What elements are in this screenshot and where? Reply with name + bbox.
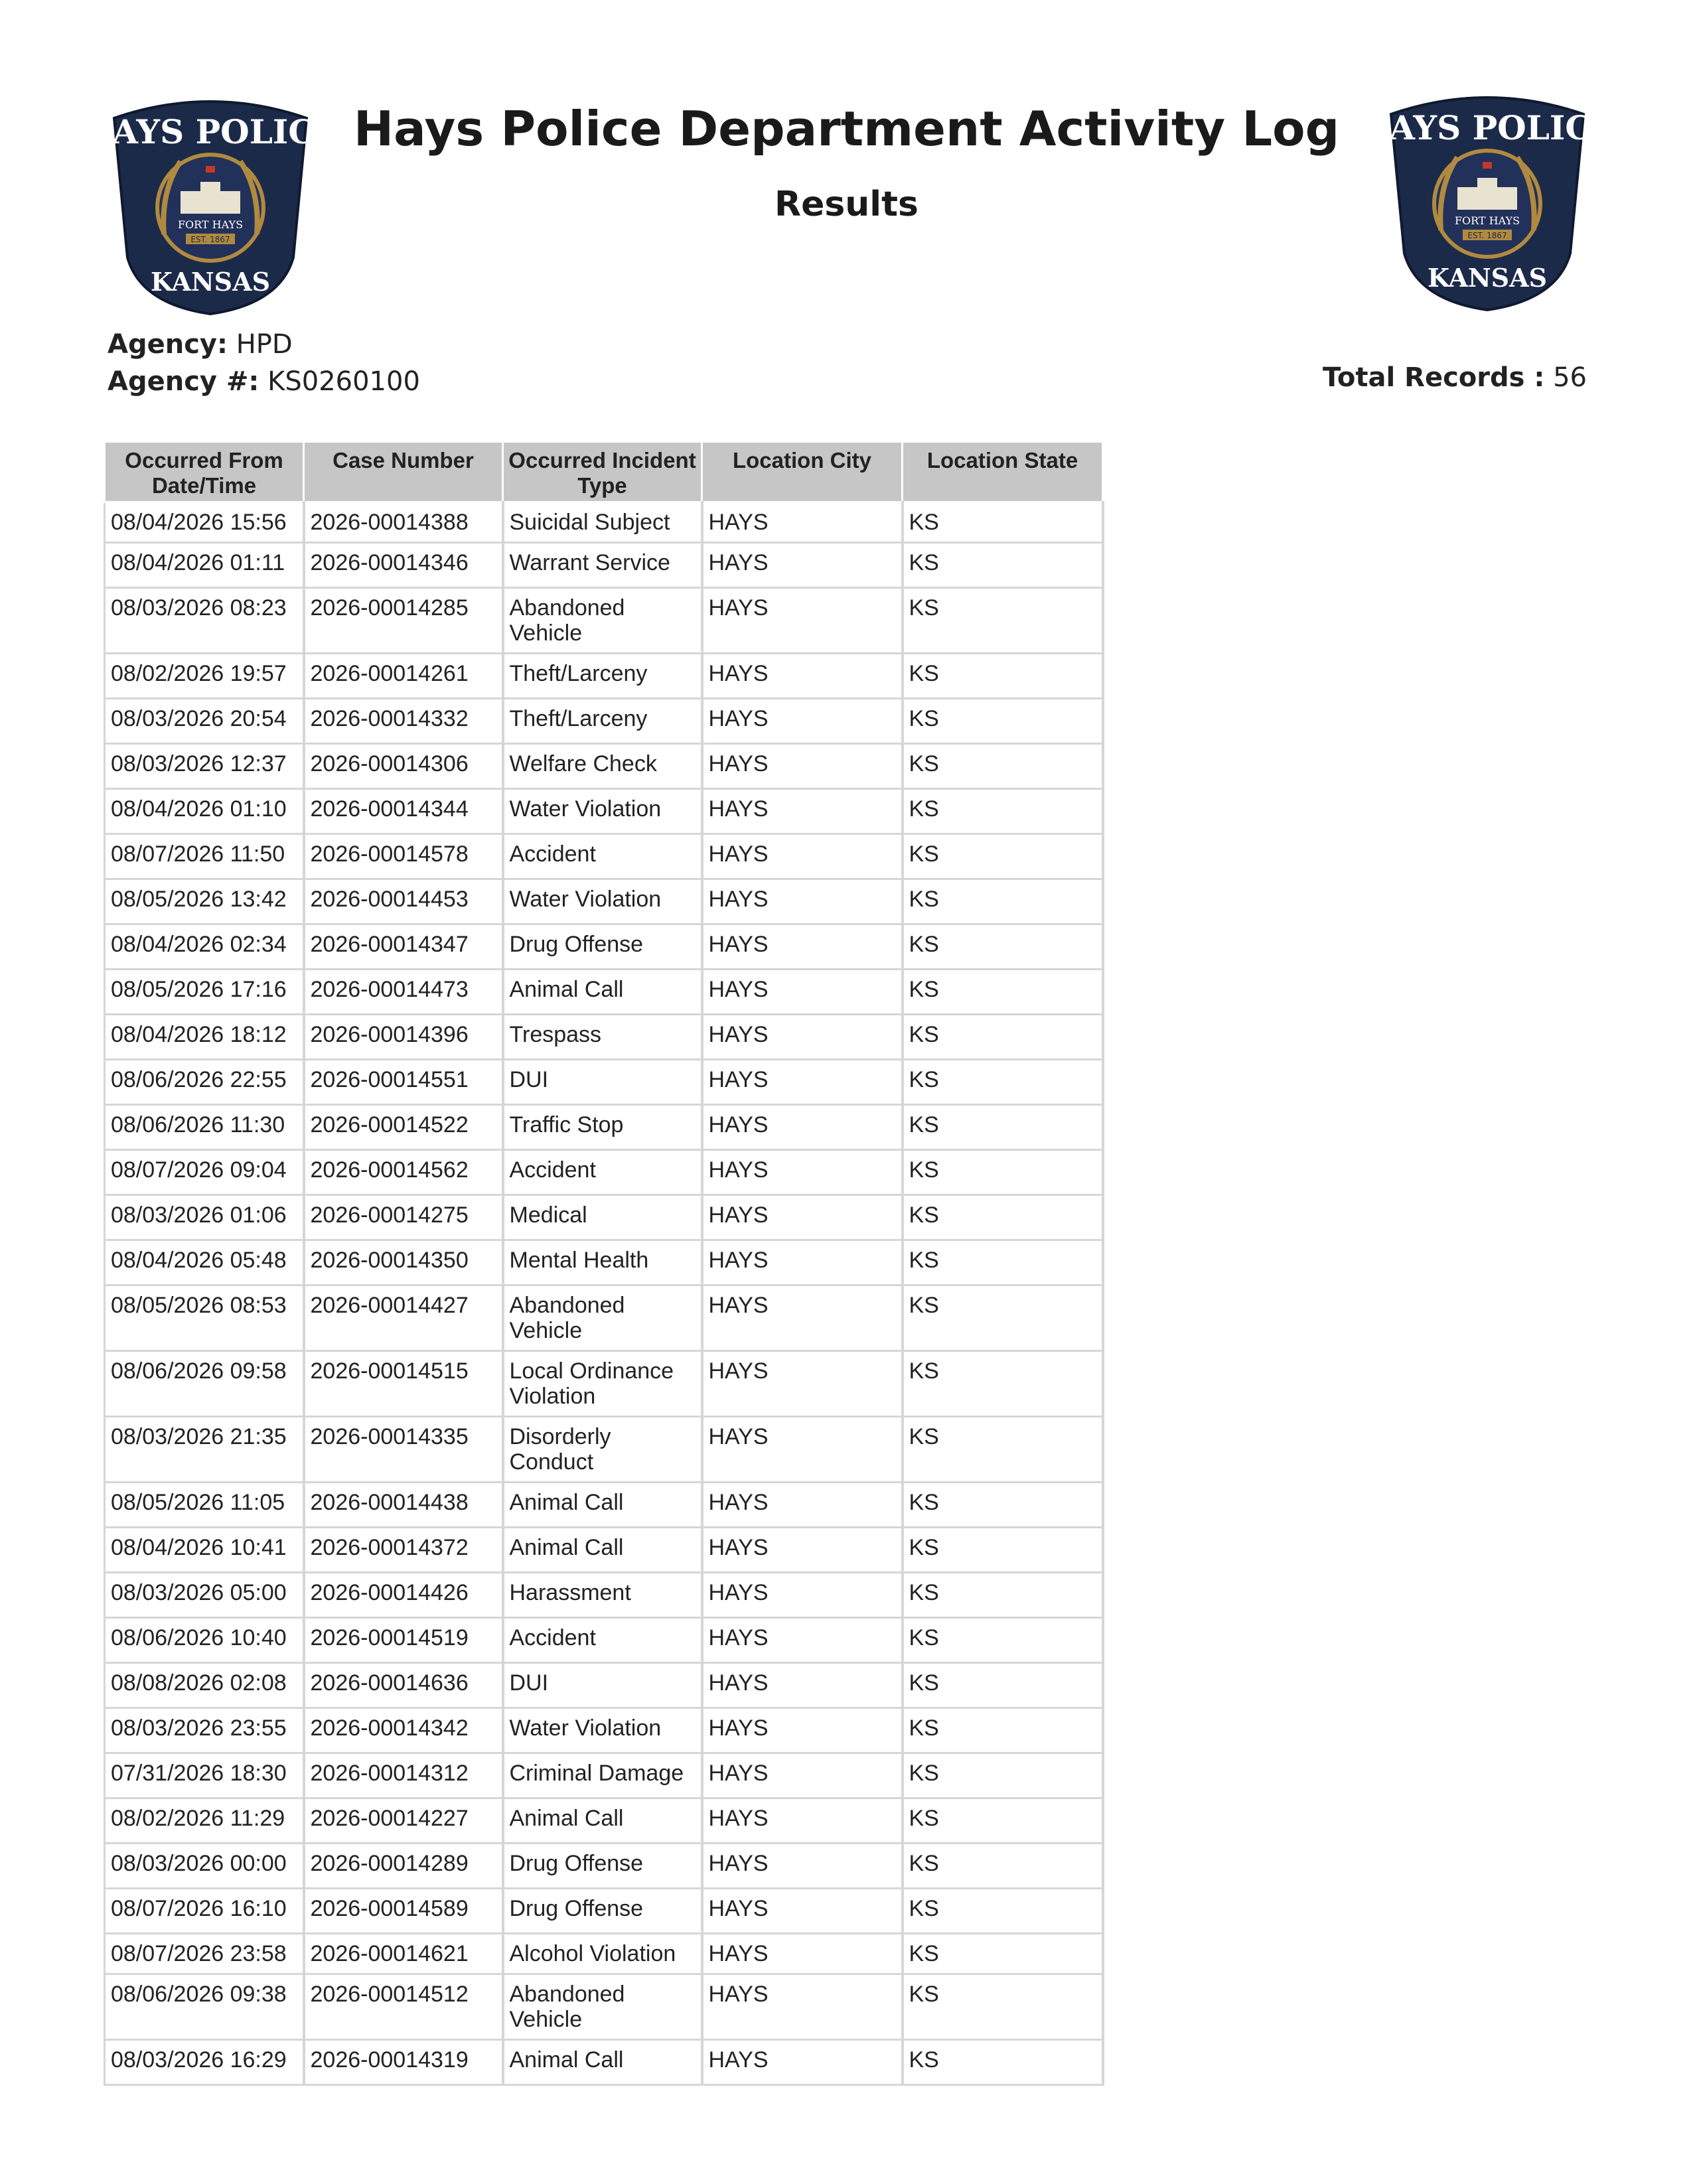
cell-city: HAYS <box>702 1618 903 1663</box>
table-row <box>105 970 1103 1015</box>
cell-incident-type: Animal Call <box>503 1483 702 1528</box>
cell-case-number: 2026-00014426 <box>304 1573 503 1618</box>
cell-case-number: 2026-00014396 <box>304 1015 503 1060</box>
cell-city: HAYS <box>702 1483 903 1528</box>
cell-state: KS <box>903 1105 1103 1150</box>
cell-city: HAYS <box>702 1753 903 1798</box>
cell-case-number: 2026-00014621 <box>304 1934 503 1974</box>
cell-city: HAYS <box>702 744 903 789</box>
cell-incident-type: Drug Offense <box>503 1889 702 1934</box>
cell-city: HAYS <box>702 1150 903 1195</box>
page-subtitle: Results <box>774 184 919 224</box>
cell-state: KS <box>903 924 1103 970</box>
cell-incident-type: Harassment <box>503 1573 702 1618</box>
table-row <box>105 1105 1103 1150</box>
cell-date: 08/04/2026 01:11 <box>105 543 304 588</box>
cell-state: KS <box>903 1060 1103 1105</box>
cell-case-number: 2026-00014453 <box>304 879 503 924</box>
cell-state: KS <box>903 879 1103 924</box>
table-row <box>105 1240 1103 1285</box>
cell-city: HAYS <box>702 1798 903 1844</box>
agency-number <box>108 366 420 397</box>
cell-date: 08/04/2026 02:34 <box>105 924 304 970</box>
column-header-type: Occurred Incident Type <box>503 442 702 502</box>
cell-state: KS <box>903 1351 1103 1417</box>
cell-state: KS <box>903 1844 1103 1889</box>
cell-incident-type: Suicidal Subject <box>503 502 702 543</box>
table-row <box>105 744 1103 789</box>
cell-date: 08/08/2026 02:08 <box>105 1663 304 1708</box>
cell-date: 08/06/2026 10:40 <box>105 1618 304 1663</box>
cell-case-number: 2026-00014335 <box>304 1417 503 1483</box>
cell-case-number: 2026-00014312 <box>304 1753 503 1798</box>
table-row <box>105 1974 1103 2040</box>
cell-city: HAYS <box>702 834 903 879</box>
table-row <box>105 789 1103 834</box>
cell-case-number: 2026-00014519 <box>304 1618 503 1663</box>
cell-date: 08/07/2026 09:04 <box>105 1150 304 1195</box>
cell-state: KS <box>903 1240 1103 1285</box>
cell-case-number: 2026-00014227 <box>304 1798 503 1844</box>
cell-case-number: 2026-00014515 <box>304 1351 503 1417</box>
table-row <box>105 1528 1103 1573</box>
column-header-city: Location City <box>702 442 903 502</box>
cell-incident-type: Animal Call <box>503 1798 702 1844</box>
cell-city: HAYS <box>702 1417 903 1483</box>
table-row <box>105 1844 1103 1889</box>
cell-state: KS <box>903 1934 1103 1974</box>
svg-text:EST. 1867: EST. 1867 <box>1467 231 1507 240</box>
table-row <box>105 1195 1103 1240</box>
table-row <box>105 543 1103 588</box>
agency-name-label: Agency: <box>108 329 228 360</box>
cell-state: KS <box>903 1285 1103 1351</box>
cell-incident-type: Animal Call <box>503 1528 702 1573</box>
cell-city: HAYS <box>702 1889 903 1934</box>
cell-state: KS <box>903 699 1103 744</box>
cell-incident-type: Criminal Damage <box>503 1753 702 1798</box>
cell-state: KS <box>903 1974 1103 2040</box>
cell-case-number: 2026-00014306 <box>304 744 503 789</box>
cell-date: 07/31/2026 18:30 <box>105 1753 304 1798</box>
cell-incident-type: Medical <box>503 1195 702 1240</box>
cell-incident-type: Theft/Larceny <box>503 699 702 744</box>
cell-date: 08/03/2026 01:06 <box>105 1195 304 1240</box>
column-header-case: Case Number <box>304 442 503 502</box>
cell-date: 08/04/2026 18:12 <box>105 1015 304 1060</box>
cell-state: KS <box>903 1708 1103 1753</box>
cell-case-number: 2026-00014319 <box>304 2040 503 2085</box>
cell-incident-type: Abandoned Vehicle <box>503 588 702 654</box>
cell-incident-type: Trespass <box>503 1015 702 1060</box>
cell-city: HAYS <box>702 924 903 970</box>
cell-state: KS <box>903 543 1103 588</box>
cell-date: 08/03/2026 23:55 <box>105 1708 304 1753</box>
svg-text:KANSAS: KANSAS <box>1427 263 1548 293</box>
agency-number-label: Agency #: <box>108 366 259 397</box>
cell-case-number: 2026-00014522 <box>304 1105 503 1150</box>
cell-incident-type: Animal Call <box>503 2040 702 2085</box>
cell-city: HAYS <box>702 789 903 834</box>
cell-case-number: 2026-00014350 <box>304 1240 503 1285</box>
cell-city: HAYS <box>702 1844 903 1889</box>
cell-state: KS <box>903 1150 1103 1195</box>
cell-city: HAYS <box>702 1240 903 1285</box>
cell-case-number: 2026-00014551 <box>304 1060 503 1105</box>
cell-case-number: 2026-00014342 <box>304 1708 503 1753</box>
cell-incident-type: Alcohol Violation <box>503 1934 702 1974</box>
cell-case-number: 2026-00014512 <box>304 1974 503 2040</box>
svg-text:HAYS POLICE: HAYS POLICE <box>80 112 340 151</box>
table-row <box>105 1889 1103 1934</box>
table-row <box>105 654 1103 699</box>
cell-date: 08/03/2026 05:00 <box>105 1573 304 1618</box>
cell-incident-type: Disorderly Conduct <box>503 1417 702 1483</box>
cell-city: HAYS <box>702 1105 903 1150</box>
cell-case-number: 2026-00014388 <box>304 502 503 543</box>
cell-case-number: 2026-00014438 <box>304 1483 503 1528</box>
cell-date: 08/04/2026 01:10 <box>105 789 304 834</box>
cell-city: HAYS <box>702 879 903 924</box>
cell-case-number: 2026-00014589 <box>304 1889 503 1934</box>
cell-date: 08/03/2026 12:37 <box>105 744 304 789</box>
cell-state: KS <box>903 1417 1103 1483</box>
cell-case-number: 2026-00014289 <box>304 1844 503 1889</box>
svg-text:FORT HAYS: FORT HAYS <box>1454 214 1520 227</box>
cell-case-number: 2026-00014473 <box>304 970 503 1015</box>
cell-date: 08/03/2026 00:00 <box>105 1844 304 1889</box>
cell-case-number: 2026-00014275 <box>304 1195 503 1240</box>
cell-date: 08/03/2026 20:54 <box>105 699 304 744</box>
cell-date: 08/06/2026 11:30 <box>105 1105 304 1150</box>
table-row <box>105 1934 1103 1974</box>
cell-date: 08/06/2026 09:58 <box>105 1351 304 1417</box>
table-row <box>105 588 1103 654</box>
agency-name <box>108 329 293 360</box>
table-row <box>105 1708 1103 1753</box>
cell-incident-type: DUI <box>503 1060 702 1105</box>
cell-incident-type: Accident <box>503 834 702 879</box>
cell-case-number: 2026-00014344 <box>304 789 503 834</box>
cell-incident-type: Drug Offense <box>503 1844 702 1889</box>
cell-city: HAYS <box>702 502 903 543</box>
cell-state: KS <box>903 1618 1103 1663</box>
total-records-value: 56 <box>1553 362 1587 393</box>
cell-incident-type: Water Violation <box>503 879 702 924</box>
cell-incident-type: Drug Offense <box>503 924 702 970</box>
cell-city: HAYS <box>702 654 903 699</box>
cell-city: HAYS <box>702 1528 903 1573</box>
cell-state: KS <box>903 1753 1103 1798</box>
cell-case-number: 2026-00014372 <box>304 1528 503 1573</box>
cell-city: HAYS <box>702 1060 903 1105</box>
svg-text:FORT HAYS: FORT HAYS <box>177 218 244 231</box>
table-row <box>105 924 1103 970</box>
total-records-label: Total Records : <box>1322 362 1545 393</box>
table-row <box>105 1285 1103 1351</box>
table-row <box>105 1573 1103 1618</box>
cell-date: 08/07/2026 16:10 <box>105 1889 304 1934</box>
column-header-date: Occurred From Date/Time <box>105 442 304 502</box>
cell-incident-type: Abandoned Vehicle <box>503 1285 702 1351</box>
table-row <box>105 1351 1103 1417</box>
cell-case-number: 2026-00014261 <box>304 654 503 699</box>
cell-city: HAYS <box>702 1934 903 1974</box>
cell-state: KS <box>903 1483 1103 1528</box>
cell-case-number: 2026-00014346 <box>304 543 503 588</box>
cell-state: KS <box>903 654 1103 699</box>
table-body <box>105 502 1103 2085</box>
cell-state: KS <box>903 1528 1103 1573</box>
cell-state: KS <box>903 1889 1103 1934</box>
cell-state: KS <box>903 502 1103 543</box>
cell-date: 08/04/2026 10:41 <box>105 1528 304 1573</box>
table-header-row <box>105 442 1103 502</box>
cell-incident-type: Welfare Check <box>503 744 702 789</box>
cell-city: HAYS <box>702 1195 903 1240</box>
svg-text:EST. 1867: EST. 1867 <box>190 235 230 244</box>
total-records <box>1323 362 1587 393</box>
cell-state: KS <box>903 1195 1103 1240</box>
cell-incident-type: Mental Health <box>503 1240 702 1285</box>
cell-state: KS <box>903 1573 1103 1618</box>
cell-case-number: 2026-00014578 <box>304 834 503 879</box>
cell-city: HAYS <box>702 1663 903 1708</box>
cell-date: 08/06/2026 09:38 <box>105 1974 304 2040</box>
table-row <box>105 1483 1103 1528</box>
cell-state: KS <box>903 744 1103 789</box>
cell-date: 08/03/2026 21:35 <box>105 1417 304 1483</box>
cell-date: 08/04/2026 15:56 <box>105 502 304 543</box>
cell-city: HAYS <box>702 1285 903 1351</box>
cell-date: 08/05/2026 17:16 <box>105 970 304 1015</box>
cell-date: 08/02/2026 11:29 <box>105 1798 304 1844</box>
cell-incident-type: Theft/Larceny <box>503 654 702 699</box>
agency-name-value: HPD <box>236 329 293 360</box>
cell-date: 08/03/2026 16:29 <box>105 2040 304 2085</box>
cell-date: 08/03/2026 08:23 <box>105 588 304 654</box>
cell-case-number: 2026-00014332 <box>304 699 503 744</box>
cell-incident-type: Accident <box>503 1150 702 1195</box>
cell-state: KS <box>903 834 1103 879</box>
svg-text:HAYS POLICE: HAYS POLICE <box>1357 108 1617 147</box>
cell-state: KS <box>903 1015 1103 1060</box>
table-row <box>105 1798 1103 1844</box>
cell-city: HAYS <box>702 588 903 654</box>
cell-date: 08/05/2026 11:05 <box>105 1483 304 1528</box>
cell-state: KS <box>903 789 1103 834</box>
cell-case-number: 2026-00014636 <box>304 1663 503 1708</box>
table-row <box>105 1015 1103 1060</box>
cell-date: 08/07/2026 11:50 <box>105 834 304 879</box>
cell-city: HAYS <box>702 1573 903 1618</box>
table-row <box>105 1060 1103 1105</box>
cell-state: KS <box>903 970 1103 1015</box>
cell-city: HAYS <box>702 1708 903 1753</box>
column-header-state: Location State <box>903 442 1103 502</box>
cell-state: KS <box>903 1798 1103 1844</box>
table-row <box>105 502 1103 543</box>
table-row <box>105 879 1103 924</box>
cell-date: 08/06/2026 22:55 <box>105 1060 304 1105</box>
cell-case-number: 2026-00014347 <box>304 924 503 970</box>
agency-number-value: KS0260100 <box>267 366 420 397</box>
cell-date: 08/02/2026 19:57 <box>105 654 304 699</box>
cell-incident-type: Animal Call <box>503 970 702 1015</box>
cell-incident-type: DUI <box>503 1663 702 1708</box>
cell-incident-type: Water Violation <box>503 1708 702 1753</box>
table-row <box>105 1618 1103 1663</box>
activity-log-table <box>104 441 1104 2086</box>
table-row <box>105 699 1103 744</box>
cell-incident-type: Traffic Stop <box>503 1105 702 1150</box>
table-row <box>105 1417 1103 1483</box>
cell-state: KS <box>903 2040 1103 2085</box>
cell-date: 08/05/2026 13:42 <box>105 879 304 924</box>
cell-city: HAYS <box>702 543 903 588</box>
cell-city: HAYS <box>702 1351 903 1417</box>
table-row <box>105 2040 1103 2085</box>
table-row <box>105 1150 1103 1195</box>
table-row <box>105 1753 1103 1798</box>
cell-city: HAYS <box>702 1015 903 1060</box>
cell-state: KS <box>903 588 1103 654</box>
cell-city: HAYS <box>702 1974 903 2040</box>
cell-case-number: 2026-00014427 <box>304 1285 503 1351</box>
cell-incident-type: Local Ordinance Violation <box>503 1351 702 1417</box>
page-title: Hays Police Department Activity Log <box>353 101 1340 157</box>
cell-city: HAYS <box>702 970 903 1015</box>
cell-date: 08/04/2026 05:48 <box>105 1240 304 1285</box>
cell-state: KS <box>903 1663 1103 1708</box>
cell-case-number: 2026-00014285 <box>304 588 503 654</box>
table-row <box>105 1663 1103 1708</box>
cell-case-number: 2026-00014562 <box>304 1150 503 1195</box>
cell-city: HAYS <box>702 699 903 744</box>
cell-city: HAYS <box>702 2040 903 2085</box>
svg-text:KANSAS: KANSAS <box>150 267 271 297</box>
cell-incident-type: Accident <box>503 1618 702 1663</box>
cell-incident-type: Water Violation <box>503 789 702 834</box>
cell-date: 08/05/2026 08:53 <box>105 1285 304 1351</box>
cell-date: 08/07/2026 23:58 <box>105 1934 304 1974</box>
table-row <box>105 834 1103 879</box>
cell-incident-type: Warrant Service <box>503 543 702 588</box>
cell-incident-type: Abandoned Vehicle <box>503 1974 702 2040</box>
